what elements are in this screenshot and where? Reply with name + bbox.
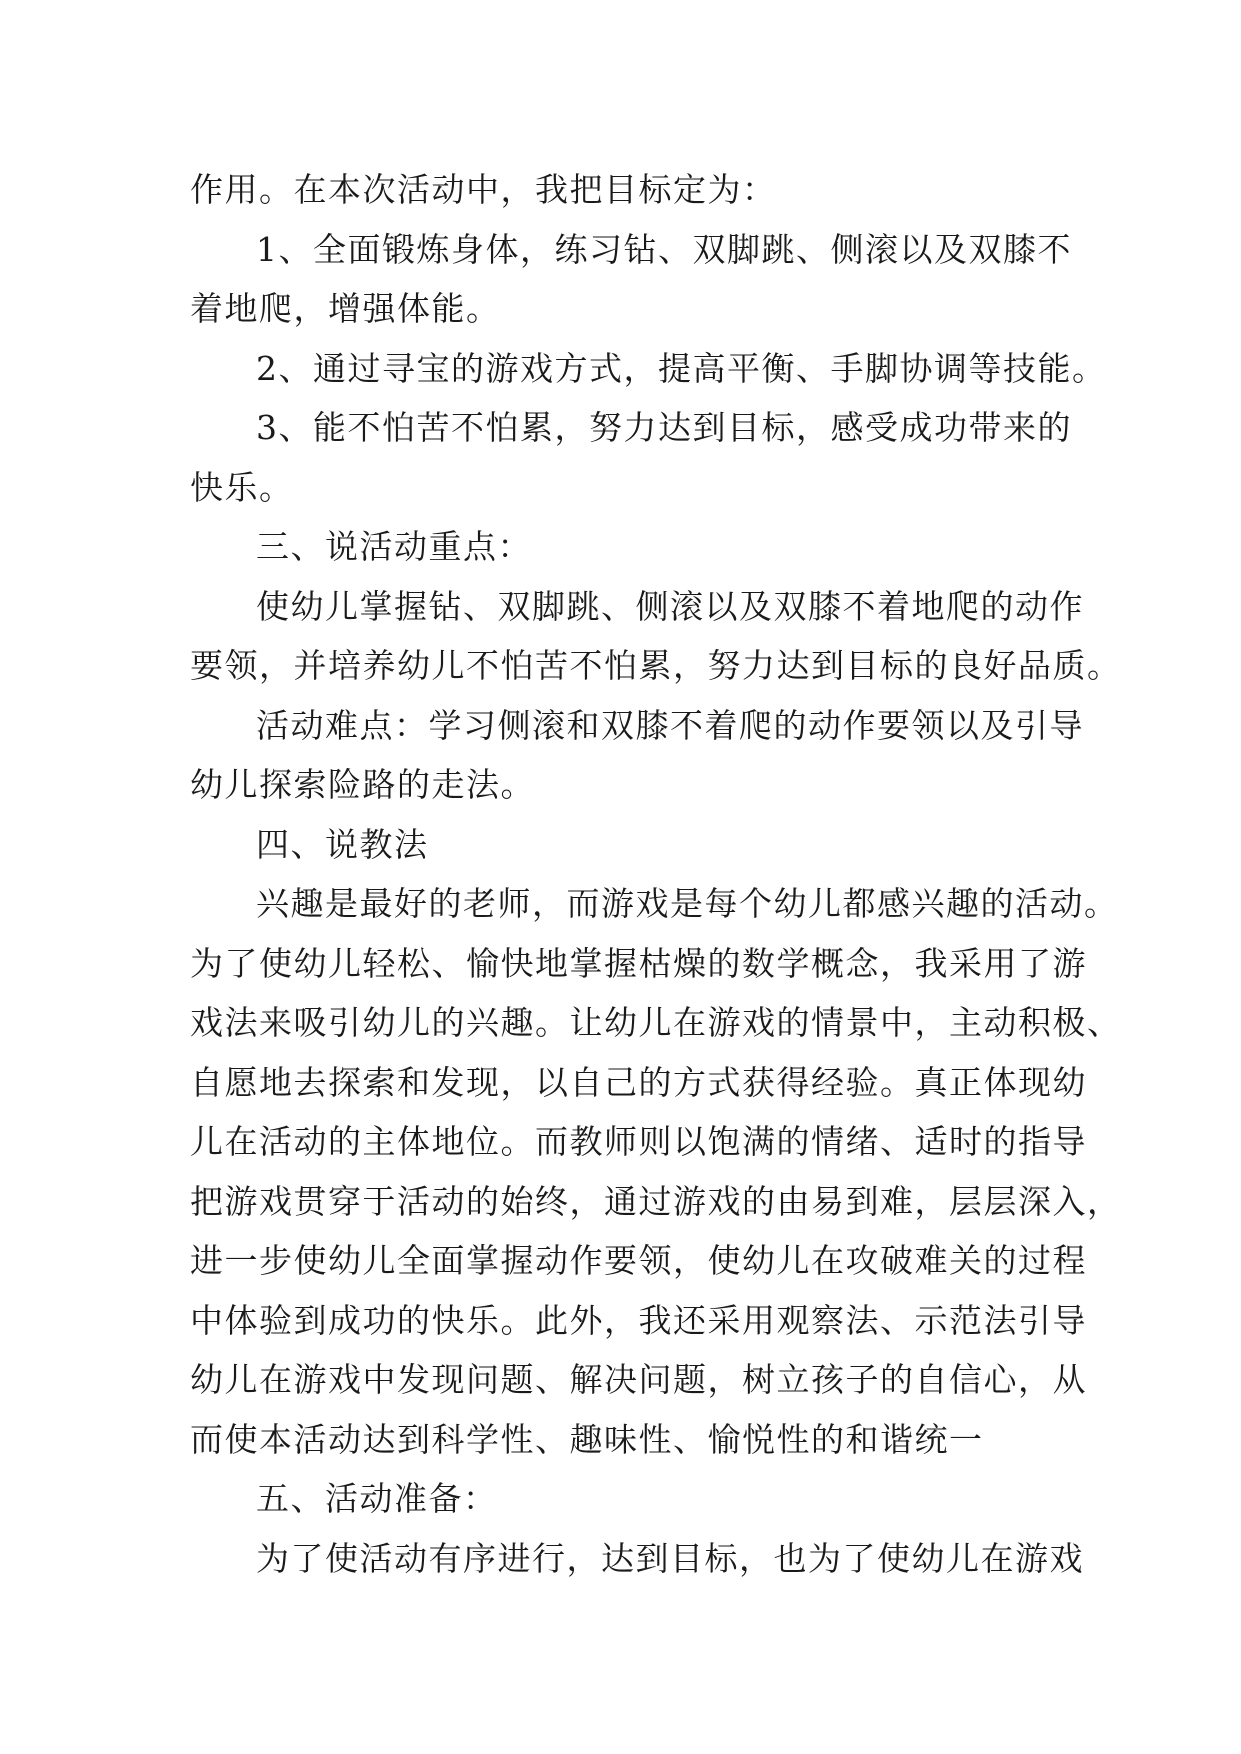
document-body: [190, 160, 1122, 1588]
text-line: 自愿地去探索和发现，以自己的方式获得经验。真正体现幼: [190, 1062, 1087, 1102]
text-line: 要领，并培养幼儿不怕苦不怕累，努力达到目标的良好品质。: [190, 646, 1122, 685]
text-line: 中体验到成功的快乐。此外，我还采用观察法、示范法引导: [190, 1300, 1087, 1340]
text-line: 作用。在本次活动中，我把目标定为：: [190, 170, 777, 209]
text-line: 把游戏贯穿于活动的始终，通过游戏的由易到难，层层深入，: [190, 1181, 1122, 1221]
text-line: 为了使活动有序进行，达到目标，也为了使幼儿在游戏: [256, 1538, 1084, 1578]
text-line: 使幼儿掌握钻、双脚跳、侧滚以及双膝不着地爬的动作: [256, 586, 1084, 626]
text-line: 进一步使幼儿全面掌握动作要领，使幼儿在攻破难关的过程: [190, 1241, 1087, 1280]
text-line: 儿在活动的主体地位。而教师则以饱满的情绪、适时的指导: [190, 1122, 1087, 1161]
text-line: 着地爬，增强体能。: [190, 289, 501, 328]
text-line: 2、通过寻宝的游戏方式，提高平衡、手脚协调等技能。: [256, 348, 1107, 388]
text-line: 戏法来吸引幼儿的兴趣。让幼儿在游戏的情景中，主动积极、: [190, 1003, 1122, 1042]
text-line: 快乐。: [190, 467, 294, 507]
text-line: 兴趣是最好的老师，而游戏是每个幼儿都感兴趣的活动。: [256, 884, 1119, 923]
section-heading: 五、活动准备：: [256, 1479, 498, 1518]
section-heading: 四、说教法: [256, 824, 429, 864]
text-line: 3、能不怕苦不怕累，努力达到目标，感受成功带来的: [256, 408, 1072, 447]
text-line: 1、全面锻炼身体，练习钻、双脚跳、侧滚以及双膝不: [256, 229, 1072, 269]
text-line: 活动难点：学习侧滚和双膝不着爬的动作要领以及引导: [256, 705, 1084, 745]
text-line: 幼儿在游戏中发现问题、解决问题，树立孩子的自信心，从: [190, 1360, 1087, 1399]
text-line: 而使本活动达到科学性、趣味性、愉悦性的和谐统一: [190, 1419, 984, 1459]
text-line: 幼儿探索险路的走法。: [190, 765, 535, 804]
text-line: 为了使幼儿轻松、愉快地掌握枯燥的数学概念，我采用了游: [190, 943, 1087, 983]
section-heading: 三、说活动重点：: [256, 527, 532, 566]
